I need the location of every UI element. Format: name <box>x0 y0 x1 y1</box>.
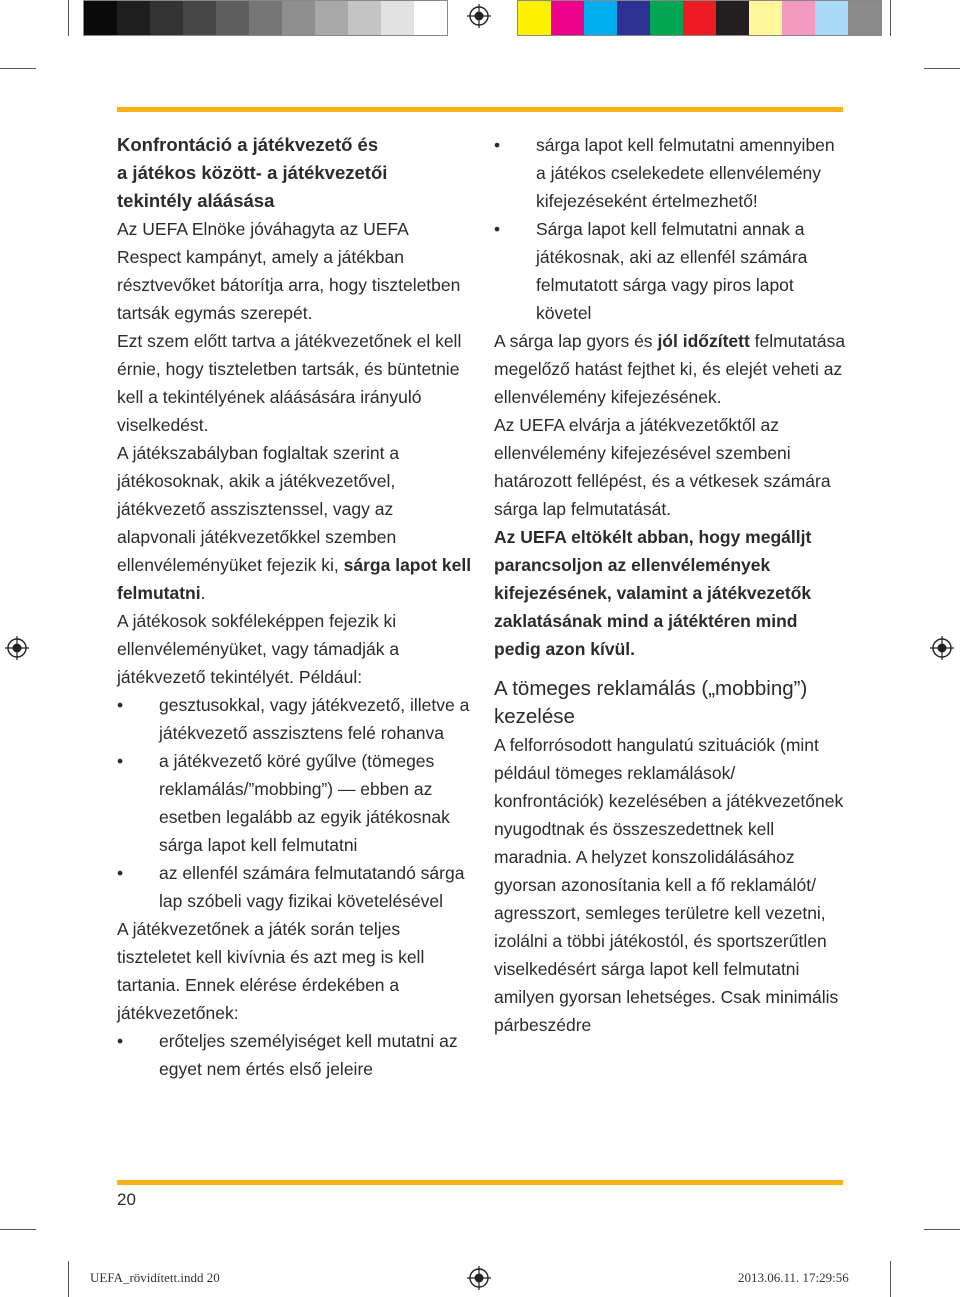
color-swatch <box>381 1 414 35</box>
paragraph <box>117 439 472 607</box>
registration-mark-icon <box>930 636 954 660</box>
list-item <box>117 747 472 859</box>
paragraph <box>494 523 846 663</box>
color-swatch <box>183 1 216 35</box>
color-swatch <box>815 1 848 35</box>
list-item <box>117 691 472 747</box>
list-item-text: a játékvezető köré gyűlve (tömeges reklamálás/”mobbing”) — ebben az esetben legalább az egyik játékosnak sárga lapot kell felmutatni <box>159 751 450 855</box>
heading-line: Konfrontáció a játékvezető és <box>117 134 379 155</box>
list-item-text: az ellenfél számára felmutatandó sárga lap szóbeli vagy fizikai követelésével <box>159 863 465 911</box>
bullet-icon: • <box>117 1031 124 1051</box>
list-item-text: Sárga lapot kell felmutatni annak a játékosnak, aki az ellenfél számára felmutatott sárga vagy piros lapot követel <box>536 219 808 323</box>
paragraph-text: A sárga lap gyors és <box>494 331 653 351</box>
subsection-heading: A tömeges reklamálás („mobbing”) kezelése <box>494 677 808 728</box>
color-swatch <box>84 1 117 35</box>
paragraph-text: felmutatása megelőző hatást fejthet ki, és elejét veheti az ellenvélemény kifejezésének. <box>494 331 846 407</box>
heading-line: tekintély aláásása <box>117 190 275 211</box>
slug-datetime: 2013.06.11. 17:29:56 <box>738 1270 849 1285</box>
list-item <box>117 1027 472 1083</box>
crop-mark <box>924 68 960 69</box>
emphasis-text: Az UEFA eltökélt abban, hogy megálljt parancsoljon az ellenvélemények kifejezésének, valamint a játékvezetők zaklatásának mind a játéktéren mind pedig azon kívül. <box>494 527 812 659</box>
color-swatch <box>782 1 815 35</box>
color-swatch <box>749 1 782 35</box>
paragraph: A játékvezetőnek a játék során teljes tiszteletet kell kivívnia és azt meg is kell tartania. Ennek elérése érdekében a játékvezetőnek: <box>117 919 425 1023</box>
bullet-icon: • <box>494 219 501 239</box>
grayscale-color-bar <box>83 0 448 36</box>
bottom-accent-rule <box>117 1180 843 1185</box>
color-swatch <box>414 1 447 35</box>
color-swatch <box>716 1 749 35</box>
bullet-icon: • <box>117 863 124 883</box>
emphasis-text: jól időzített <box>657 331 750 351</box>
color-swatch <box>348 1 381 35</box>
color-swatch <box>150 1 183 35</box>
paragraph-text: A játékszabályban foglaltak szerint a játékosoknak, akik a játékvezetővel, játékvezető asszisztenssel, vagy az alapvonali játékvezetőkkel szemben ellenvéleményüket fejezik ki, <box>117 443 400 575</box>
heading-line: a játékos között- a játékvezetői <box>117 162 388 183</box>
paragraph: Az UEFA elvárja a játékvezetőktől az ellenvélemény kifejezésével szembeni határozott fellépést, és a vétkesek számára sárga lap felmutatását. <box>494 415 831 519</box>
list-item-text: gesztusokkal, vagy játékvezető, illetve a játékvezető asszisztens felé rohanva <box>159 695 470 743</box>
page-number: 20 <box>117 1190 136 1209</box>
registration-mark-icon <box>467 4 491 28</box>
bullet-icon: • <box>494 135 501 155</box>
top-accent-rule <box>117 107 843 112</box>
process-color-bar <box>517 0 882 36</box>
paragraph <box>494 327 846 411</box>
left-column <box>117 131 472 1083</box>
crop-mark <box>0 68 36 69</box>
color-swatch <box>650 1 683 35</box>
registration-mark-icon <box>5 636 29 660</box>
paragraph: A felforrósodott hangulatú szituációk (mint például tömeges reklamálások/ konfrontációk) kezelésében a játékvezetőnek nyugodtnak és összeszedettnek kell maradnia. A helyzet konszolidálásához gyorsan azonosítania kell a fő reklamálót/ agresszort, semleges területre kell vezetni, izolálni a többi játékostól, és sportszerűtlen viselkedésért sárga lapot kell felmutatni amilyen gyorsan lehetséges. Csak minimális párbeszédre <box>494 735 844 1035</box>
crop-mark <box>924 1229 960 1230</box>
crop-mark <box>0 1229 36 1230</box>
emphasis-text: sárga lapot kell felmutatni <box>117 555 472 603</box>
color-swatch <box>249 1 282 35</box>
paragraph: A játékosok sokféleképpen fejezik ki ellenvéleményüket, vagy támadják a játékvezető tekintélyét. Például: <box>117 611 400 687</box>
crop-mark <box>890 0 891 36</box>
section-heading <box>117 131 472 215</box>
paragraph-text: . <box>200 583 206 603</box>
registration-mark-icon <box>467 1266 491 1290</box>
paragraph: Az UEFA Elnöke jóváhagyta az UEFA Respect kampányt, amely a játékban résztvevőket bátorítja arra, hogy tiszteletben tartsák egymás szerepét. <box>117 219 461 323</box>
color-swatch <box>617 1 650 35</box>
color-swatch <box>518 1 551 35</box>
list-item <box>117 859 472 915</box>
paragraph: Ezt szem előtt tartva a játékvezetőnek el kell érnie, hogy tiszteletben tartsák, és büntetnie kell a tekintélyének aláásására irányuló viselkedést. <box>117 331 462 435</box>
color-swatch <box>584 1 617 35</box>
bullet-icon: • <box>117 695 124 715</box>
bullet-list <box>494 131 846 327</box>
list-item <box>494 215 846 327</box>
list-item-text: sárga lapot kell felmutatni amennyiben a játékos cselekedete ellenvélemény kifejezéseként értelmezhető! <box>536 135 835 211</box>
bullet-list <box>117 691 472 915</box>
crop-mark <box>68 1261 69 1297</box>
color-swatch <box>282 1 315 35</box>
color-swatch <box>216 1 249 35</box>
right-column <box>494 131 846 1039</box>
color-swatch <box>551 1 584 35</box>
color-swatch <box>117 1 150 35</box>
color-swatch <box>683 1 716 35</box>
crop-mark <box>890 1261 891 1297</box>
slug-filename: UEFA_rövidített.indd 20 <box>90 1270 220 1285</box>
crop-mark <box>68 0 69 36</box>
list-item <box>494 131 846 215</box>
color-swatch <box>315 1 348 35</box>
bullet-list <box>117 1027 472 1083</box>
list-item-text: erőteljes személyiséget kell mutatni az egyet nem értés első jeleire <box>159 1031 458 1079</box>
color-swatch <box>848 1 881 35</box>
bullet-icon: • <box>117 751 124 771</box>
